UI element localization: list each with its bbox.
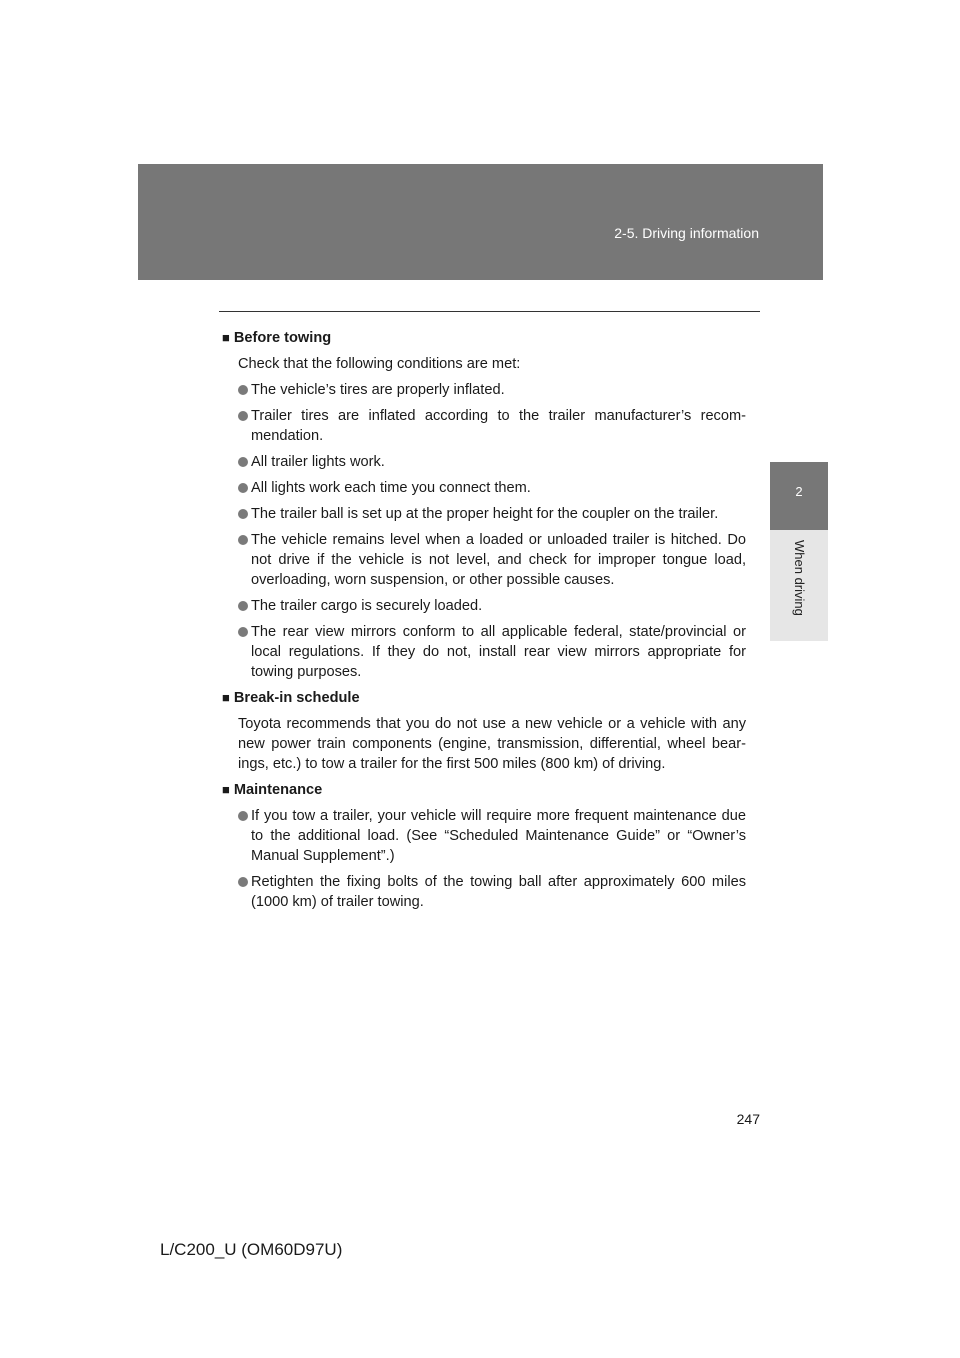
chapter-label: When driving <box>792 540 807 616</box>
bullet-dot-icon <box>238 483 248 493</box>
list-item: All lights work each time you connect them. <box>238 478 746 498</box>
list-item: The trailer ball is set up at the proper height for the coupler on the trailer. <box>238 504 746 524</box>
bullet-dot-icon <box>238 411 248 421</box>
bullet-dot-icon <box>238 601 248 611</box>
bullet-dot-icon <box>238 385 248 395</box>
list-item: The vehicle remains level when a loaded or unloaded trailer is hitched. Do not drive if the vehicle is not level, and check for improper tongue load, overloading, worn suspension, or other possible causes. <box>238 530 746 590</box>
heading-break-in-schedule: ■ Break-in schedule <box>222 690 360 706</box>
chapter-number: 2 <box>795 484 803 499</box>
heading-before-towing: ■ Before towing <box>222 330 332 346</box>
square-bullet-icon: ■ <box>222 330 230 345</box>
break-in-text: Toyota recommends that you do not use a new vehicle or a vehicle with any new power train components (engine, transmission, differential, wheel bear-ings, etc.) to tow a trailer for the first 500 miles (800 km) of driving. <box>238 716 746 772</box>
list-item: Retighten the fixing bolts of the towing ball after approximately 600 miles (1000 km) of trailer towing. <box>238 872 746 912</box>
list-item: Trailer tires are inflated according to the trailer manufacturer’s recom-mendation. <box>238 406 746 446</box>
square-bullet-icon: ■ <box>222 690 230 705</box>
list-item: All trailer lights work. <box>238 452 746 472</box>
main-content <box>222 328 746 918</box>
before-towing-intro: Check that the following conditions are met: <box>238 356 521 372</box>
bullet-dot-icon <box>238 811 248 821</box>
list-item: If you tow a trailer, your vehicle will require more frequent maintenance due to the additional load. (See “Scheduled Maintenance Guide” or “Owner’s Manual Supplement”.) <box>238 806 746 866</box>
bullet-dot-icon <box>238 457 248 467</box>
list-item: The trailer cargo is securely loaded. <box>238 596 746 616</box>
heading-maintenance: ■ Maintenance <box>222 782 323 798</box>
document-code: L/C200_U (OM60D97U) <box>160 1240 343 1259</box>
bullet-dot-icon <box>238 535 248 545</box>
chapter-label-tab <box>770 530 828 641</box>
bullet-dot-icon <box>238 509 248 519</box>
bullet-dot-icon <box>238 877 248 887</box>
list-item: The rear view mirrors conform to all applicable federal, state/provincial or local regulations. If they do not, install rear view mirrors appropriate for towing purposes. <box>238 622 746 682</box>
section-title: 2-5. Driving information <box>614 225 759 241</box>
page-number: 247 <box>736 1111 760 1127</box>
chapter-tab <box>770 462 828 530</box>
header-divider <box>219 311 760 312</box>
list-item: The vehicle’s tires are properly inflated. <box>238 380 746 400</box>
bullet-dot-icon <box>238 627 248 637</box>
header-band <box>138 164 823 280</box>
square-bullet-icon: ■ <box>222 782 230 797</box>
